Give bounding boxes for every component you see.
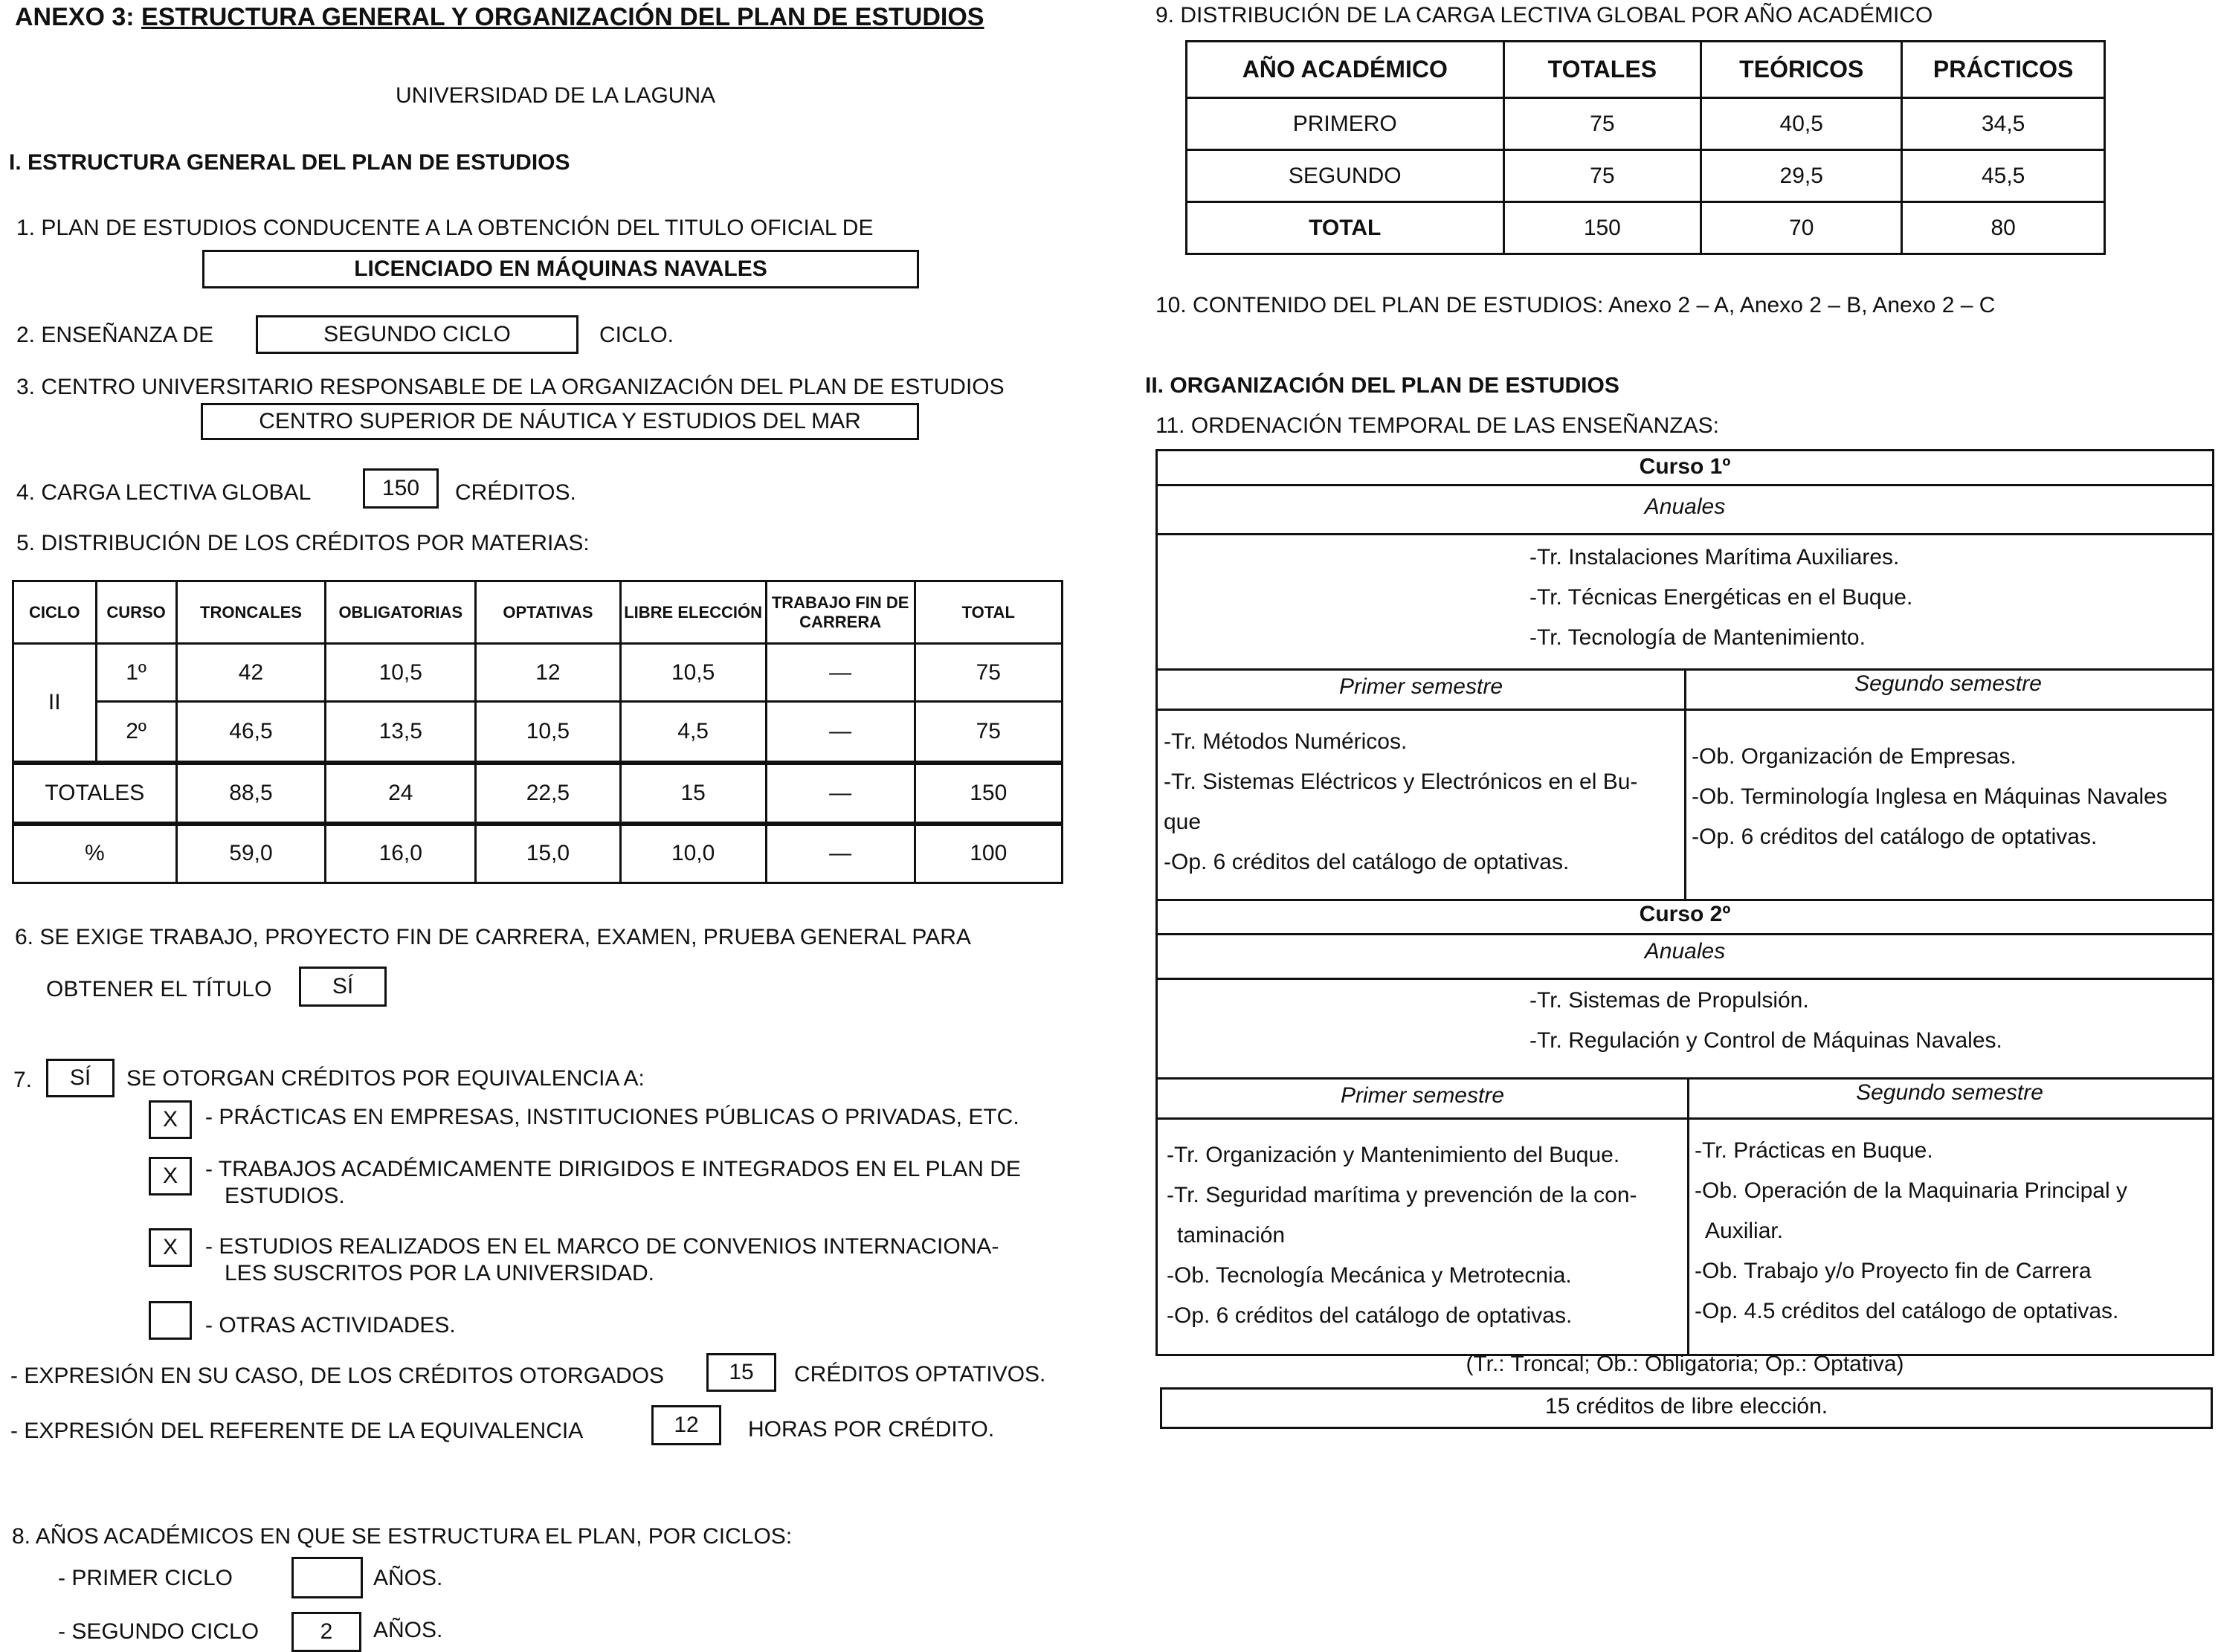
load-table <box>1185 40 2106 255</box>
curso2-sem1 <box>1167 1135 1637 1336</box>
list-item: -Ob. Trabajo y/o Proyecto fin de Carrera <box>1695 1259 2092 1283</box>
cell: 4,5 <box>620 702 766 763</box>
cell: % <box>13 824 177 883</box>
cell: 15,0 <box>476 824 620 883</box>
col-teoricos: TEÓRICOS <box>1701 42 1902 98</box>
list-item: -Ob. Terminología Inglesa en Máquinas Navales <box>1692 784 2167 809</box>
checkbox-otras[interactable] <box>149 1301 192 1340</box>
cell: 80 <box>1902 202 2105 254</box>
cell: — <box>766 763 915 824</box>
equiv-convenios: - ESTUDIOS REALIZADOS EN EL MARCO DE CONVENIOS INTERNACIONA- <box>205 1234 999 1259</box>
item4-label: 4. CARGA LECTIVA GLOBAL <box>16 480 312 505</box>
list-item: -Tr. Instalaciones Marítima Auxiliares. <box>1529 545 1900 570</box>
list-item: -Tr. Sistemas de Propulsión. <box>1529 988 1809 1013</box>
cell: 24 <box>326 763 476 824</box>
cell: — <box>766 644 915 702</box>
cell: SEGUNDO <box>1187 150 1504 202</box>
cell: 10,5 <box>476 702 620 763</box>
checkbox-convenios[interactable]: X <box>149 1228 192 1267</box>
list-item: -Tr. Organización y Mantenimiento del Buque. <box>1167 1143 1620 1167</box>
col-libre: LIBRE ELECCIÓN <box>620 581 766 644</box>
cell: 10,5 <box>620 644 766 702</box>
cell: 12 <box>476 644 620 702</box>
curso2-sem2-label: Segundo semestre <box>1856 1080 2043 1105</box>
item4-suffix: CRÉDITOS. <box>455 480 576 505</box>
curso2-title: Curso 2º <box>1639 902 1731 926</box>
item5-label: 5. DISTRIBUCIÓN DE LOS CRÉDITOS POR MATERIAS: <box>16 531 590 555</box>
primer-ciclo-box <box>291 1557 363 1598</box>
curso1-anuales <box>1529 538 1912 658</box>
item7-label: 7. <box>13 1068 33 1092</box>
cell: TOTAL <box>1187 202 1504 254</box>
section2-heading: II. ORGANIZACIÓN DEL PLAN DE ESTUDIOS <box>1145 373 1619 398</box>
schedule-table <box>1155 449 2214 1356</box>
cell: 75 <box>915 644 1063 702</box>
list-item: -Tr. Regulación y Control de Máquinas Navales. <box>1529 1028 2002 1053</box>
cell: 75 <box>1503 150 1701 202</box>
col-curso: CURSO <box>96 581 176 644</box>
cell: 75 <box>1503 98 1701 150</box>
cell: — <box>766 702 915 763</box>
table-row <box>1187 98 2105 150</box>
curso2-anuales-label: Anuales <box>1644 939 1726 964</box>
item7-text: SE OTORGAN CRÉDITOS POR EQUIVALENCIA A: <box>126 1066 645 1091</box>
list-item: que <box>1164 810 1202 834</box>
university-name: UNIVERSIDAD DE LA LAGUNA <box>396 83 716 108</box>
item6-line2: OBTENER EL TÍTULO <box>46 977 272 1001</box>
annex-title: ESTRUCTURA GENERAL Y ORGANIZACIÓN DEL PLAN DE ESTUDIOS <box>141 3 984 31</box>
curso1-anuales-label: Anuales <box>1644 494 1726 519</box>
col-totales: TOTALES <box>1503 42 1701 98</box>
list-item: -Tr. Tecnología de Mantenimiento. <box>1529 625 1866 650</box>
cell: 22,5 <box>476 763 620 824</box>
cell: 1º <box>96 644 176 702</box>
list-item: -Tr. Prácticas en Buque. <box>1695 1138 1933 1163</box>
segundo-ciclo-box: 2 <box>291 1612 361 1652</box>
expr1-label: - EXPRESIÓN EN SU CASO, DE LOS CRÉDITOS OTORGADOS <box>10 1364 665 1388</box>
list-item: -Tr. Seguridad marítima y prevención de la con- <box>1167 1183 1637 1207</box>
list-item: -Ob. Tecnología Mecánica y Metrotecnia. <box>1167 1263 1572 1288</box>
list-item: -Tr. Sistemas Eléctricos y Electrónicos en el Bu- <box>1164 769 1638 794</box>
cell: 100 <box>915 824 1063 883</box>
center-box: CENTRO SUPERIOR DE NÁUTICA Y ESTUDIOS DEL MAR <box>201 403 919 440</box>
legend: (Tr.: Troncal; Ob.: Obligatoria; Op.: Optativa) <box>1466 1352 1904 1376</box>
list-item: -Ob. Operación de la Maquinaria Principal y <box>1695 1178 2127 1203</box>
primer-anos: AÑOS. <box>373 1566 443 1590</box>
item10: 10. CONTENIDO DEL PLAN DE ESTUDIOS: Anexo 2 – A, Anexo 2 – B, Anexo 2 – C <box>1155 293 1996 317</box>
annex-prefix: ANEXO 3: <box>15 3 135 31</box>
segundo-anos: AÑOS. <box>373 1618 443 1642</box>
col-trabajo: TRABAJO FIN DE CARRERA <box>766 581 915 644</box>
item9-label: 9. DISTRIBUCIÓN DE LA CARGA LECTIVA GLOBAL POR AÑO ACADÉMICO <box>1155 3 1933 28</box>
table-row <box>13 702 1063 763</box>
cell: 40,5 <box>1701 98 1902 150</box>
curso1-sem2 <box>1692 737 2167 857</box>
page-title <box>15 3 984 32</box>
segundo-ciclo-label: - SEGUNDO CICLO <box>58 1619 260 1644</box>
primer-ciclo-label: - PRIMER CICLO <box>58 1566 233 1590</box>
list-item: -Tr. Técnicas Energéticas en el Buque. <box>1529 585 1913 610</box>
list-item: taminación <box>1177 1223 1286 1248</box>
curso2-sem1-label: Primer semestre <box>1340 1083 1505 1108</box>
equiv-convenios-2: LES SUSCRITOS POR LA UNIVERSIDAD. <box>225 1261 654 1285</box>
list-item: -Op. 6 créditos del catálogo de optativas. <box>1164 850 1570 874</box>
cell: 34,5 <box>1902 98 2105 150</box>
checkbox-practicas[interactable]: X <box>149 1100 192 1139</box>
curso1-sem1 <box>1164 722 1637 883</box>
equiv-otras: - OTRAS ACTIVIDADES. <box>205 1313 456 1338</box>
cell: 70 <box>1701 202 1902 254</box>
degree-title-box: LICENCIADO EN MÁQUINAS NAVALES <box>202 250 919 288</box>
curso1-sem1-label: Primer semestre <box>1338 674 1503 699</box>
cell: 15 <box>620 763 766 824</box>
expr1-box: 15 <box>706 1353 776 1392</box>
list-item: Auxiliar. <box>1705 1219 1784 1243</box>
col-obligatorias: OBLIGATORIAS <box>326 581 476 644</box>
credits-table <box>12 580 1063 884</box>
item3-label: 3. CENTRO UNIVERSITARIO RESPONSABLE DE LA ORGANIZACIÓN DEL PLAN DE ESTUDIOS <box>16 375 1005 399</box>
curso2-sem2 <box>1695 1131 2127 1332</box>
credit-load-box: 150 <box>363 468 439 509</box>
curso2-anuales <box>1529 981 2002 1061</box>
expr2-suffix: HORAS POR CRÉDITO. <box>748 1417 995 1442</box>
cell: 88,5 <box>176 763 326 824</box>
col-ciclo: CICLO <box>13 581 97 644</box>
equiv-practicas: - PRÁCTICAS EN EMPRESAS, INSTITUCIONES PÚBLICAS O PRIVADAS, ETC. <box>205 1105 1019 1129</box>
item1-label: 1. PLAN DE ESTUDIOS CONDUCENTE A LA OBTENCIÓN DEL TITULO OFICIAL DE <box>16 216 874 240</box>
section1-heading: I. ESTRUCTURA GENERAL DEL PLAN DE ESTUDIOS <box>9 150 570 175</box>
expr2-label: - EXPRESIÓN DEL REFERENTE DE LA EQUIVALENCIA <box>10 1419 584 1443</box>
cell: 42 <box>176 644 326 702</box>
item2-label: 2. ENSEÑANZA DE <box>16 323 214 347</box>
cycle-box: SEGUNDO CICLO <box>256 315 578 354</box>
col-practicos: PRÁCTICOS <box>1902 42 2105 98</box>
item6-box: SÍ <box>299 967 387 1007</box>
cell: 75 <box>915 702 1063 763</box>
table-row-totales <box>13 763 1063 824</box>
cell: 29,5 <box>1701 150 1902 202</box>
cell: 10,0 <box>620 824 766 883</box>
curso1-title: Curso 1º <box>1639 454 1731 479</box>
cell: 150 <box>1503 202 1701 254</box>
list-item: -Op. 6 créditos del catálogo de optativas. <box>1167 1303 1573 1328</box>
equiv-trabajos: - TRABAJOS ACADÉMICAMENTE DIRIGIDOS E INTEGRADOS EN EL PLAN DE <box>205 1157 1021 1181</box>
item2-suffix: CICLO. <box>599 323 674 347</box>
item6-line1: 6. SE EXIGE TRABAJO, PROYECTO FIN DE CARRERA, EXAMEN, PRUEBA GENERAL PARA <box>15 925 971 949</box>
expr1-suffix: CRÉDITOS OPTATIVOS. <box>794 1362 1046 1387</box>
libre-eleccion-box: 15 créditos de libre elección. <box>1160 1387 2213 1429</box>
curso1-sem2-label: Segundo semestre <box>1854 671 2042 696</box>
col-ano: AÑO ACADÉMICO <box>1187 42 1504 98</box>
col-troncales: TRONCALES <box>176 581 326 644</box>
cell: 13,5 <box>326 702 476 763</box>
list-item: -Tr. Métodos Numéricos. <box>1164 729 1408 754</box>
col-total: TOTAL <box>915 581 1063 644</box>
cell: 10,5 <box>326 644 476 702</box>
cell: 46,5 <box>176 702 326 763</box>
list-item: -Op. 4.5 créditos del catálogo de optativas. <box>1695 1299 2119 1323</box>
expr2-box: 12 <box>651 1405 721 1445</box>
ciclo-cell: II <box>13 644 97 763</box>
cell: PRIMERO <box>1187 98 1504 150</box>
cell: 16,0 <box>326 824 476 883</box>
cell: 150 <box>915 763 1063 824</box>
cell: 2º <box>96 702 176 763</box>
item8-label: 8. AÑOS ACADÉMICOS EN QUE SE ESTRUCTURA EL PLAN, POR CICLOS: <box>12 1524 793 1549</box>
list-item: -Ob. Organización de Empresas. <box>1692 744 2017 769</box>
checkbox-trabajos[interactable]: X <box>149 1157 192 1196</box>
list-item: -Op. 6 créditos del catálogo de optativas. <box>1692 825 2098 849</box>
item11-label: 11. ORDENACIÓN TEMPORAL DE LAS ENSEÑANZAS: <box>1155 413 1719 438</box>
cell: — <box>766 824 915 883</box>
table-row <box>1187 202 2105 254</box>
cell: 45,5 <box>1902 150 2105 202</box>
equiv-trabajos-2: ESTUDIOS. <box>225 1184 345 1208</box>
cell: TOTALES <box>13 763 177 824</box>
table-row <box>1187 150 2105 202</box>
col-optativas: OPTATIVAS <box>476 581 620 644</box>
table-row-percent <box>13 824 1063 883</box>
item7-box: SÍ <box>46 1059 115 1097</box>
cell: 59,0 <box>176 824 326 883</box>
table-row <box>13 644 1063 702</box>
